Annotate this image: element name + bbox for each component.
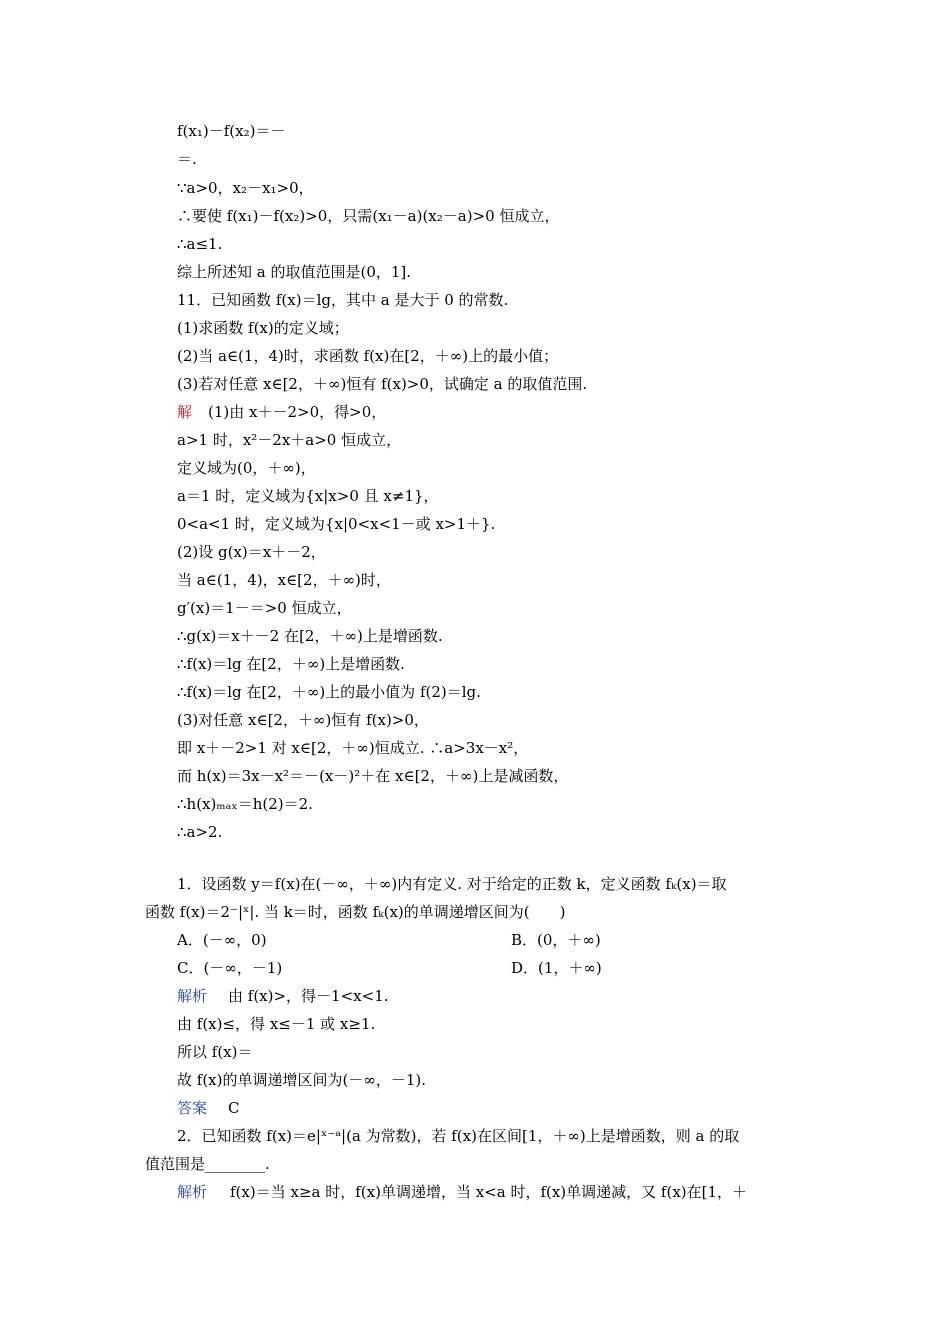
solution-line: 0<a<1 时，定义域为{x|0<x<1－或 x>1＋}. <box>177 515 496 533</box>
q1-analysis-line: 由 f(x)>，得－1<x<1. <box>228 987 389 1005</box>
solution-line: (1)由 x＋－2>0，得>0， <box>208 403 387 421</box>
solution-line: (2)设 g(x)＝x＋－2， <box>177 543 326 561</box>
text-line: 综上所述知 a 的取值范围是(0，1]. <box>177 263 412 281</box>
solution-label: 解 <box>177 403 193 421</box>
text-line: ∴要使 f(x₁)－f(x₂)>0，只需(x₁－a)(x₂－a)>0 恒成立， <box>177 207 560 225</box>
solution-line: ∴h(x)ₘₐₓ＝h(2)＝2. <box>177 795 313 813</box>
q1-stem-line-2: 函数 f(x)＝2⁻|ˣ|. 当 k＝时，函数 fₖ(x)的单调递增区间为( ) <box>145 903 566 921</box>
solution-line: g′(x)＝1－＝>0 恒成立， <box>177 599 352 617</box>
q1-analysis-line: 由 f(x)≤，得 x≤－1 或 x≥1. <box>177 1015 376 1033</box>
problem-11-part-1: (1)求函数 f(x)的定义域； <box>177 319 349 337</box>
q2-stem-line-2: 值范围是________. <box>145 1155 270 1173</box>
solution-line: ∴g(x)＝x＋－2 在[2，＋∞)上是增函数. <box>177 627 443 645</box>
q2-analysis-label: 解析 <box>177 1183 208 1201</box>
q1-analysis-label: 解析 <box>177 987 208 1005</box>
q1-option-a: A．(－∞，0) <box>177 931 267 949</box>
q1-answer-value: C <box>228 1099 240 1117</box>
solution-line: ∴f(x)＝lg 在[2，＋∞)上是增函数. <box>177 655 405 673</box>
solution-line: (3)对任意 x∈[2，＋∞)恒有 f(x)>0， <box>177 711 429 729</box>
text-line: ∴a≤1. <box>177 235 223 253</box>
text-line: ＝. <box>177 150 197 168</box>
solution-line: ∴a>2. <box>177 823 223 841</box>
text-line: f(x₁)－f(x₂)＝－ <box>177 122 286 140</box>
q1-analysis-line: 故 f(x)的单调递增区间为(－∞，－1). <box>177 1071 426 1089</box>
solution-line: a＝1 时，定义域为{x|x>0 且 x≠1}， <box>177 487 439 505</box>
problem-11-stem: 11．已知函数 f(x)＝lg，其中 a 是大于 0 的常数. <box>177 291 509 309</box>
text-line: ∵a>0，x₂－x₁>0， <box>177 179 314 197</box>
solution-line: 即 x＋－2>1 对 x∈[2，＋∞)恒成立. ∴a>3x－x²， <box>177 739 529 757</box>
solution-line: ∴f(x)＝lg 在[2，＋∞)上的最小值为 f(2)＝lg. <box>177 683 481 701</box>
q2-analysis-line: f(x)＝当 x≥a 时，f(x)单调递增，当 x<a 时，f(x)单调递减，又 f(x)在[1，＋ <box>230 1183 748 1201</box>
q1-answer-label: 答案 <box>177 1099 208 1117</box>
q1-option-d: D．(1，＋∞) <box>511 959 602 977</box>
solution-line: a>1 时，x²－2x＋a>0 恒成立， <box>177 431 402 449</box>
q2-stem-line-1: 2．已知函数 f(x)＝e|ˣ⁻ᵃ|(a 为常数)，若 f(x)在区间[1，＋∞)上是增函数，则 a 的取 <box>177 1127 740 1145</box>
q1-analysis-line: 所以 f(x)＝ <box>177 1043 253 1061</box>
q1-option-b: B．(0，＋∞) <box>511 931 601 949</box>
q1-stem-line-1: 1．设函数 y＝f(x)在(－∞，＋∞)内有定义. 对于给定的正数 k，定义函数 fₖ(x)＝取 <box>177 875 727 893</box>
solution-line: 而 h(x)＝3x－x²＝－(x－)²＋在 x∈[2，＋∞)上是减函数， <box>177 767 569 785</box>
problem-11-part-2: (2)当 a∈(1，4)时，求函数 f(x)在[2，＋∞)上的最小值； <box>177 347 559 365</box>
problem-11-part-3: (3)若对任意 x∈[2，＋∞)恒有 f(x)>0，试确定 a 的取值范围. <box>177 375 588 393</box>
solution-line: 当 a∈(1，4)，x∈[2，＋∞)时， <box>177 571 391 589</box>
q1-option-c: C．(－∞，－1) <box>177 959 283 977</box>
solution-line: 定义域为(0，＋∞)， <box>177 459 316 477</box>
